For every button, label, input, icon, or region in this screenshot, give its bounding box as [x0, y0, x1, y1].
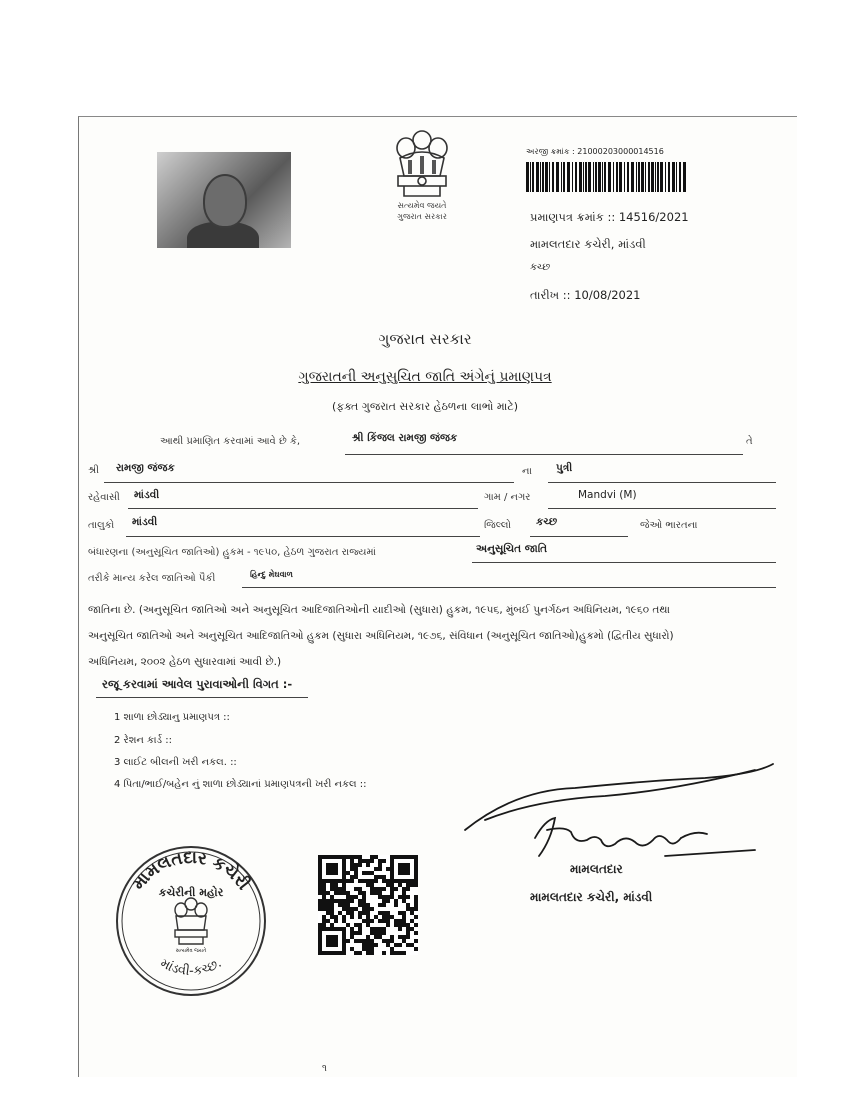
jeo-label: જેઓ ભારતના — [640, 520, 698, 531]
evidence-heading-underline — [96, 697, 308, 698]
signatory-title: મામલતદાર — [570, 862, 623, 876]
recognized-label: તરીકે માન્ય કરેલ જાતિઓ પૈકી — [88, 573, 216, 584]
resident-value: માંડવી — [134, 489, 160, 501]
certificate-title — [0, 369, 850, 385]
category-line — [472, 562, 776, 563]
qr-code — [318, 855, 418, 955]
signature-scribble — [455, 760, 785, 870]
issuing-district: કચ્છ — [530, 262, 551, 273]
seal-top-text: મામલતદાર કચેરી — [128, 847, 254, 894]
evidence-item: 1 શાળા છોડ્યાનુ પ્રમાણપત્ર :: — [114, 712, 230, 723]
legal-paragraph-3: અધિનિયમ, ૨૦૦૨ હેઠળ સુધારવામાં આવી છે.) — [88, 656, 282, 668]
emblem-caption-1: સત્યમેવ જયતે — [397, 201, 447, 210]
na-label: ના — [522, 466, 532, 477]
category-value: અનુસૂચિત જાતિ — [476, 543, 548, 555]
district-value: કચ્છ — [536, 516, 558, 528]
village-line — [548, 508, 776, 509]
signatory-office: મામલતદાર કચેરી, માંડવી — [530, 890, 653, 904]
taluka-line — [126, 536, 480, 537]
legal-paragraph-1: જાતિના છે. (અનુસૂચિત જાતિઓ અને અનુસૂચિત આદિજાતિઓની યાદીઓ (સુધારા) હુકમ, ૧૯૫૬, મુંબઈ પુનર્ગઠન અધિનિયમ, ૧૯૬૦ તથા — [88, 604, 670, 616]
evidence-heading: રજૂ કરવામાં આવેલ પુરાવાઓની વિગત :- — [102, 677, 293, 691]
district-label: જિલ્લો — [484, 520, 511, 531]
emblem-caption — [360, 200, 484, 222]
taluka-value: માંડવી — [132, 516, 158, 528]
office-seal-text — [110, 842, 272, 1000]
te-label: તે — [746, 436, 753, 447]
evidence-item: 4 પિતા/ભાઈ/બહેન નું શાળા છોડ્યાનાં પ્રમાણપત્રની ખરી નકલ :: — [114, 779, 367, 790]
barcode — [526, 162, 686, 192]
evidence-item: 3 લાઈટ બીલની ખરી નકલ. :: — [114, 757, 237, 768]
seal-middle-text: કચેરીની મહોર — [158, 886, 224, 899]
application-number: અરજી ક્રમાંક : 21000203000014516 — [526, 147, 664, 156]
state-emblem-icon — [388, 126, 456, 202]
caste-line — [242, 587, 776, 588]
footer-mark: ૧ — [322, 1063, 327, 1074]
father-name: રામજી જંજક — [116, 462, 175, 474]
certificate-title-text: ગુજરાતની અનુસુચિત જાતિ અંગેનું પ્રમાણપત્ર — [298, 369, 552, 385]
village-label: ગામ / નગર — [484, 492, 531, 503]
legal-paragraph-2: અનુસૂચિત જાતિઓ અને અનુસૂચિત આદિજાતિઓ હુકમ (સુધારા અધિનિયમ, ૧૯૭૬, સંવિધાન (અનુસૂચિત જાતિઓ)હુકમો (દ્વિતીય સુધારો) — [88, 630, 674, 642]
evidence-item: 2 રેશન કાર્ડ :: — [114, 735, 172, 746]
certificate-subtitle: (ફક્ત ગુજરાત સરકાર હેઠળના લાભો માટે) — [331, 400, 519, 413]
govt-title: ગુજરાત સરકાર — [378, 330, 472, 348]
relation-line — [548, 482, 776, 483]
shri-label: શ્રી — [88, 465, 100, 476]
intro-label: આથી પ્રમાણિત કરવામાં આવે છે કે, — [160, 436, 301, 447]
seal-emblem-text: સત્યમેવ જયતે — [175, 948, 207, 954]
father-name-line — [104, 482, 514, 483]
certificate-number: પ્રમાણપત્ર ક્રમાંક :: 14516/2021 — [530, 210, 689, 224]
relation: પુત્રી — [556, 462, 573, 474]
issue-date: તારીખ :: 10/08/2021 — [530, 288, 641, 302]
person-name: શ્રી કિંજલ રામજી જંજક — [352, 432, 458, 444]
svg-text:માંડવી-કચ્છ. — [158, 956, 225, 979]
applicant-photo — [157, 152, 291, 248]
photo-face-shape — [203, 174, 247, 228]
caste-value: હિન્દુ મેઘવાળ — [250, 570, 293, 579]
seal-bottom-text: માંડવી-કચ્છ. — [157, 955, 225, 980]
emblem-caption-2: ગુજરાત સરકાર — [397, 212, 447, 221]
resident-line — [128, 508, 478, 509]
taluka-label: તાલુકો — [88, 520, 115, 531]
constitution-text: બંધારણના (અનુસૂચિત જાતિઓ) હુકમ - ૧૯૫૦, હેઠળ ગુજરાત રાજ્યમાં — [88, 547, 376, 558]
resident-label: રહેવાસી — [88, 492, 120, 503]
office-seal — [110, 842, 272, 1000]
person-name-line — [345, 454, 743, 455]
district-line — [530, 536, 628, 537]
issuing-office: મામલતદાર કચેરી, માંડવી — [530, 237, 646, 251]
village-value: Mandvi (M) — [578, 489, 637, 501]
